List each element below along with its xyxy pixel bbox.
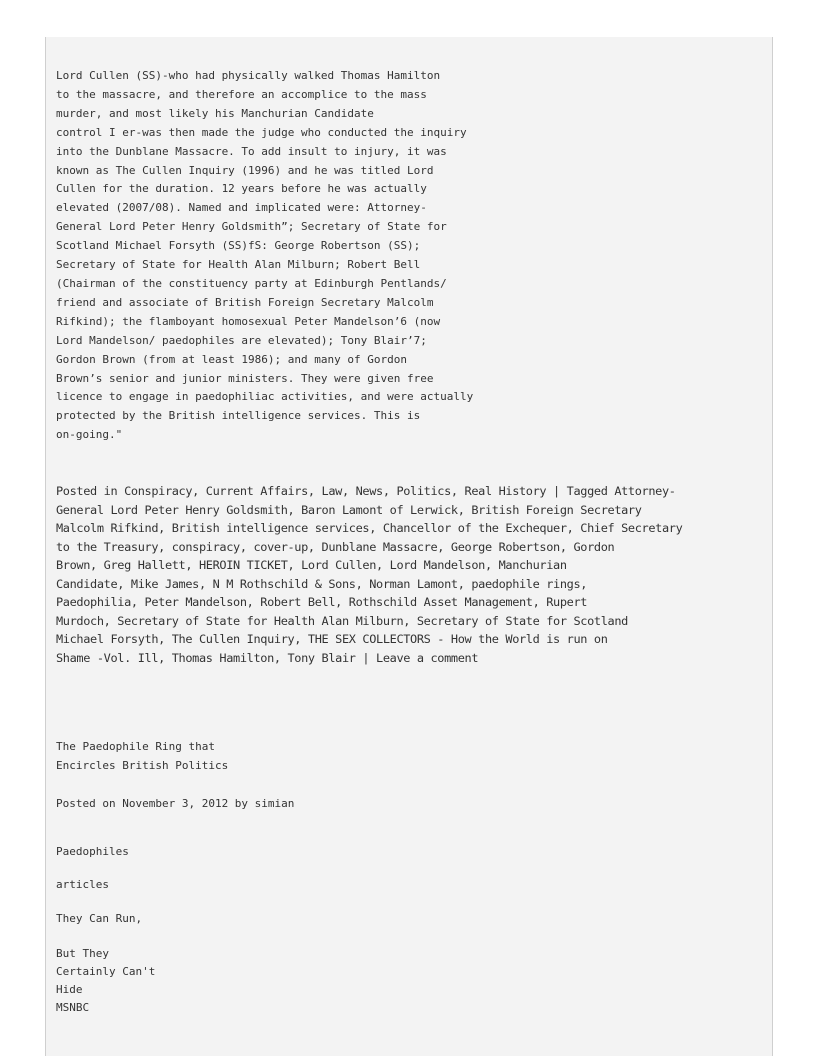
text-line: Gordon Brown (from at least 1986); and many of Gordon: [56, 352, 407, 366]
post-meta-tags: [56, 482, 682, 667]
quote-block: [56, 67, 473, 445]
text-line: control I er-was then made the judge who conducted the inquiry: [56, 125, 467, 139]
text-line: Candidate, Mike James, N M Rothschild & Sons, Norman Lamont, paedophile rings,: [56, 576, 588, 591]
text-line: known as The Cullen Inquiry (1996) and he was titled Lord: [56, 163, 434, 177]
text-line: murder, and most likely his Manchurian Candidate: [56, 106, 374, 120]
post-title-line1[interactable]: The Paedophile Ring that: [56, 740, 215, 753]
text-line: Murdoch, Secretary of State for Health Alan Milburn, Secretary of State for Scotland: [56, 613, 628, 628]
text-line: Secretary of State for Health Alan Milburn; Robert Bell: [56, 258, 421, 272]
text-line: elevated (2007/08). Named and implicated were: Attorney-: [56, 201, 427, 215]
text-line: Posted in Conspiracy, Current Affairs, Law, News, Politics, Real History | Tagged Attorney-: [56, 484, 676, 498]
text-line: licence to engage in paedophiliac activities, and were actually: [56, 390, 474, 404]
text-line: (Chairman of the constituency party at Edinburgh Pentlands/: [56, 276, 447, 290]
heading-line: Hide: [56, 983, 83, 996]
text-line: Michael Forsyth, The Cullen Inquiry, THE SEX COLLECTORS - How the World is run on: [56, 632, 608, 646]
post-category: Paedophiles: [56, 845, 129, 858]
text-line: General Lord Peter Henry Goldsmith, Baron Lamont of Lerwick, British Foreign Secretary: [56, 502, 642, 517]
text-line: Paedophilia, Peter Mandelson, Robert Bell, Rothschild Asset Management, Rupert: [56, 595, 588, 609]
text-line: protected by the British intelligence services. This is: [56, 409, 421, 423]
text-line: on-going.": [56, 428, 123, 442]
post-subtitle: articles: [56, 878, 109, 891]
post-byline: Posted on November 3, 2012 by simian: [56, 797, 295, 810]
heading-line: MSNBC: [56, 1001, 90, 1014]
text-line: Lord Cullen (SS)-who had physically walked Thomas Hamilton: [56, 69, 441, 82]
text-line: to the Treasury, conspiracy, cover-up, Dunblane Massacre, George Robertson, Gordon: [56, 539, 615, 554]
text-line: Rifkind); the flamboyant homosexual Peter Mandelson’6 (now: [56, 314, 441, 328]
post-title[interactable]: [56, 738, 228, 776]
post-heading: They Can Run,: [56, 912, 143, 925]
text-line: General Lord Peter Henry Goldsmith”; Secretary of State for: [56, 220, 447, 234]
heading-line: But They: [56, 947, 109, 960]
text-line: into the Dunblane Massacre. To add insult to injury, it was: [56, 144, 447, 158]
text-line: Brown, Greg Hallett, HEROIN TICKET, Lord Cullen, Lord Mandelson, Manchurian: [56, 558, 567, 572]
text-line: Cullen for the duration. 12 years before he was actually: [56, 182, 427, 196]
text-line: Malcolm Rifkind, British intelligence services, Chancellor of the Exchequer, Chief Secretary: [56, 521, 683, 535]
text-line: Scotland Michael Forsyth (SS)fS: George Robertson (SS);: [56, 239, 421, 253]
text-line: to the massacre, and therefore an accomplice to the mass: [56, 87, 427, 101]
text-line: Lord Mandelson/ paedophiles are elevated); Tony Blair’7;: [56, 333, 427, 347]
post-heading-2: [56, 945, 155, 1017]
heading-line: Certainly Can't: [56, 965, 156, 978]
text-line: friend and associate of British Foreign Secretary Malcolm: [56, 295, 434, 309]
post-title-line2[interactable]: Encircles British Politics: [56, 758, 229, 772]
text-line: Shame -Vol. Ill, Thomas Hamilton, Tony Blair | Leave a comment: [56, 650, 479, 665]
text-line: Brown’s senior and junior ministers. They were given free: [56, 371, 434, 385]
